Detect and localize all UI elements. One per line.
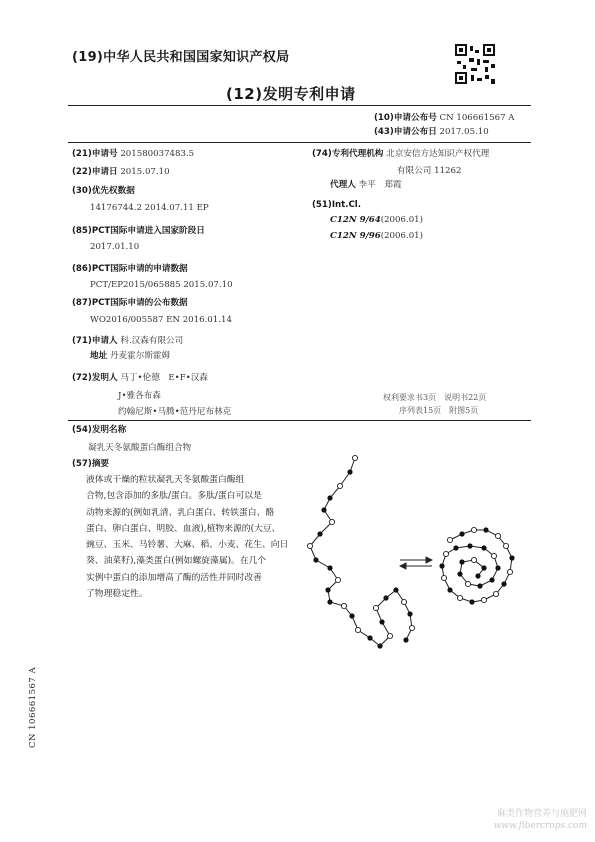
intcl-year: (2006.01) (380, 231, 423, 241)
equilibrium-arrows-icon (400, 557, 432, 569)
pub-date-row (374, 127, 489, 138)
abstract-line: 动物来源的(例如乳清、乳白蛋白、转铁蛋白、酪 (86, 507, 275, 518)
agent-row (330, 180, 402, 191)
app-date-value: 2015.07.10 (120, 167, 170, 177)
biblio-rule (68, 420, 531, 421)
invention-name-value: 凝乳天冬氨酸蛋白酶组合物 (88, 443, 192, 453)
address-label: 地址 (90, 351, 108, 361)
inventor-value-1: 马丁•伦德 E•F•汉森 (120, 373, 208, 383)
app-number-value: 201580037483.5 (120, 149, 195, 159)
watermark (494, 808, 587, 832)
pct-app-label: (86)PCT国际申请的申请数据 (72, 264, 188, 274)
page-count-2: 序列表15页 附图5页 (399, 406, 479, 415)
document-type: (12)发明专利申请 (226, 85, 356, 103)
protein-folding-figure (300, 450, 530, 660)
abstract-line: 液体或干燥的粒状凝乳天冬氨酸蛋白酶组 (86, 475, 245, 485)
agent-value: 李平 郑霞 (358, 180, 402, 190)
priority-label: (30)优先权数据 (72, 186, 135, 196)
intcl-code: C12N 9/64 (330, 215, 381, 225)
page-count-1: 权利要求书3页 说明书22页 (383, 393, 487, 402)
meta-rule (68, 142, 531, 143)
priority-value: 14176744.2 2014.07.11 EP (90, 203, 209, 213)
header-rule (68, 105, 531, 106)
side-publication-number: CN 106661567 A (28, 666, 38, 748)
invention-name-label: (54)发明名称 (72, 425, 127, 435)
abstract-line: 蛋白、卵白蛋白、明胶、血液),植物来源的(大豆、 (86, 523, 281, 534)
pub-number-label: (10)申请公布号 (374, 113, 437, 123)
pub-number-value: CN 106661567 A (439, 113, 515, 123)
qr-code (455, 44, 495, 84)
pct-app-value: PCT/EP2015/065885 2015.07.10 (90, 280, 233, 290)
abstract-line: 实例中蛋白的添加增高了酶的活性并同时改善 (86, 572, 262, 583)
office-name: (19)中华人民共和国国家知识产权局 (72, 50, 290, 65)
abstract-line: 了物理稳定性。 (86, 589, 148, 600)
applicant-label: (71)申请人 (72, 336, 118, 346)
address-value: 丹麦霍尔斯霍姆 (109, 351, 171, 361)
app-date-row (72, 167, 170, 178)
pub-date-value: 2017.05.10 (439, 127, 489, 137)
abstract-body (86, 472, 301, 602)
agent-label: 代理人 (330, 180, 356, 190)
intcl-item (330, 215, 423, 226)
abstract-label: (57)摘要 (72, 459, 110, 469)
pct-pub-value: WO2016/005587 EN 2016.01.14 (90, 315, 232, 325)
applicant-value: 科.汉森有限公司 (120, 336, 184, 346)
agency-row (312, 149, 489, 160)
inventor-value-2: J•雅各布森 (118, 391, 161, 401)
pct-entry-value: 2017.01.10 (90, 242, 140, 252)
pub-number-row (374, 113, 515, 124)
intcl-code: C12N 9/96 (330, 231, 381, 241)
pct-pub-label: (87)PCT国际申请的公布数据 (72, 298, 188, 308)
abstract-line: 合物,包含添加的多肽/蛋白。多肽/蛋白可以是 (86, 491, 262, 502)
intcl-label: (51)Int.Cl. (312, 200, 362, 210)
agency-value-1: 北京安信方达知识产权代理 (386, 149, 490, 159)
inventor-row (72, 373, 208, 384)
address-row (90, 351, 170, 362)
inventor-value-3: 约翰尼斯•马腾•范丹尼布林克 (118, 407, 232, 417)
watermark-line-2: www.fibercrops.com (493, 821, 587, 831)
folded-beads (439, 527, 514, 604)
agency-label: (74)专利代理机构 (312, 149, 384, 159)
intcl-item (330, 231, 423, 242)
agency-value-2: 有限公司 11262 (397, 166, 462, 176)
applicant-row (72, 336, 183, 347)
inventor-label: (72)发明人 (72, 373, 118, 383)
abstract-line: 豌豆、玉米、马铃薯、大麻、稻、小麦、花生、向日 (86, 540, 289, 551)
watermark-line-1: 麻类作物营养与施肥网 (496, 809, 587, 819)
unfolded-chain (310, 458, 412, 646)
intcl-year: (2006.01) (380, 215, 423, 225)
app-date-label: (22)申请日 (72, 167, 118, 177)
unfolded-beads (307, 455, 414, 648)
pct-entry-label: (85)PCT国际申请进入国家阶段日 (72, 226, 205, 236)
abstract-line: 葵、油菜籽),藻类蛋白(例如螺旋藻属)。在几个 (86, 556, 267, 567)
app-number-label: (21)申请号 (72, 149, 118, 159)
app-number-row (72, 149, 194, 160)
pub-date-label: (43)申请公布日 (374, 127, 437, 137)
